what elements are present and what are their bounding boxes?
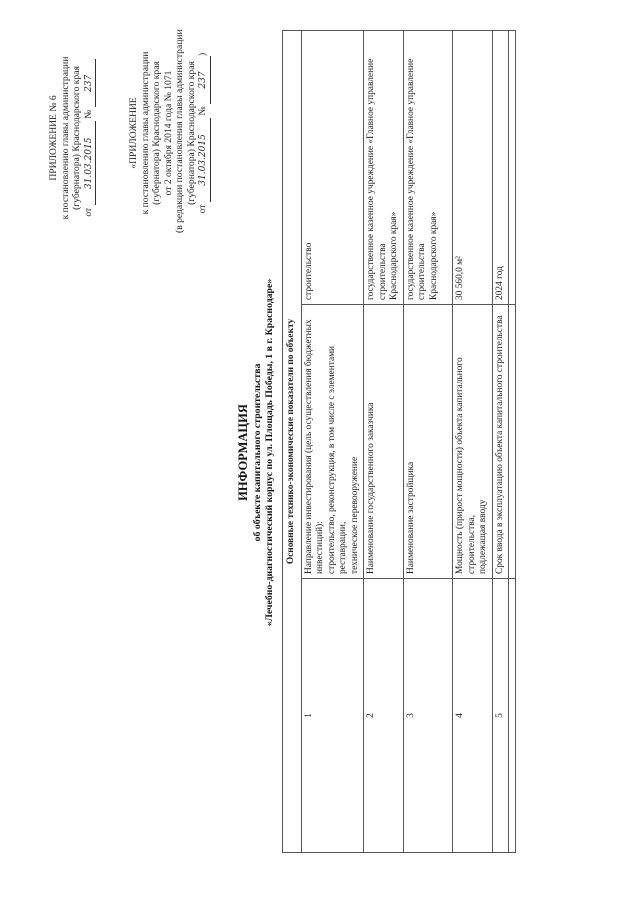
row-value: государственное казенное учреждение «Главное управление строительства Краснодарского края» (364, 31, 404, 305)
row-spacer (440, 35, 450, 300)
appendix-6-title: ПРИЛОЖЕНИЕ № 6 (48, 95, 59, 181)
row-label: Наименование государственного заказчика (364, 305, 404, 579)
table-row (301, 31, 364, 853)
row-number: 4 (453, 579, 493, 853)
doc-subtitle: об объекте капитального строительства (252, 363, 263, 542)
row-value: государственное казенное учреждение «Главное управление строительства Краснодарского края» (403, 31, 453, 305)
row-number: 3 (403, 579, 453, 853)
appendix-6-line3: (губернатора) Краснодарского края (71, 66, 82, 210)
appendix-line2: к постановлению главы администрации (139, 51, 151, 215)
appendix-block (128, 29, 211, 233)
appendix-title: «ПРИЛОЖЕНИЕ (128, 97, 139, 169)
row-number: 2 (364, 579, 404, 853)
row-label: Наименование застройщика (403, 305, 453, 579)
row-number: 1 (301, 579, 364, 853)
row-label: Направление инвестирования (цель осуществления бюджетных инвестиций): строительство, реконструкция, в том числе с элементами реставрации, техническое перевооружение (301, 305, 364, 579)
appendix-date-line: от 31.03.2015 № 237) (197, 33, 211, 233)
appendix-6-line2: к постановлению главы администрации (59, 56, 71, 220)
table-blank-row (509, 31, 516, 853)
row-value: 2024 год (492, 31, 509, 305)
appendix-date: 31.03.2015 (198, 118, 211, 202)
table-header: Основные технико-экономические показатели по объекту (283, 31, 302, 853)
row-label: Срок ввода в эксплуатацию объекта капитального строительства (492, 305, 509, 579)
table-header-row (283, 31, 302, 853)
appendix-6-number: 237 (84, 59, 97, 107)
doc-title: ИНФОРМАЦИЯ (236, 404, 250, 501)
appendix-line6: (губернатора) Краснодарского края (185, 61, 197, 205)
table-row (453, 31, 493, 853)
appendix-6-date: 31.03.2015 (84, 121, 97, 205)
appendix-line5: (в редакции постановления главы администрации (174, 29, 185, 233)
row-value: строительство (301, 31, 364, 305)
appendix-line3: (губернатора) Краснодарского края (151, 61, 162, 205)
row-number: 5 (492, 579, 509, 853)
row-label: Мощность (прирост мощности) объекта капитального строительства, подлежащая вводу (453, 305, 493, 579)
object-name: «Лечебно-диагностический корпус по ул. Площадь Победы, 1 в г. Краснодаре» (264, 278, 275, 627)
table-row (364, 31, 404, 853)
table-row (492, 31, 509, 853)
appendix-6-block (48, 43, 96, 233)
appendix-6-date-line: от 31.03.2015 № 237 (83, 43, 97, 233)
row-value: 30 560,0 м² (453, 31, 493, 305)
table-row (403, 31, 453, 853)
appendix-line4: от 2 октября 2014 года № 1071 (162, 70, 174, 196)
appendix-number: 237 (198, 56, 211, 104)
indicators-table (282, 30, 516, 853)
